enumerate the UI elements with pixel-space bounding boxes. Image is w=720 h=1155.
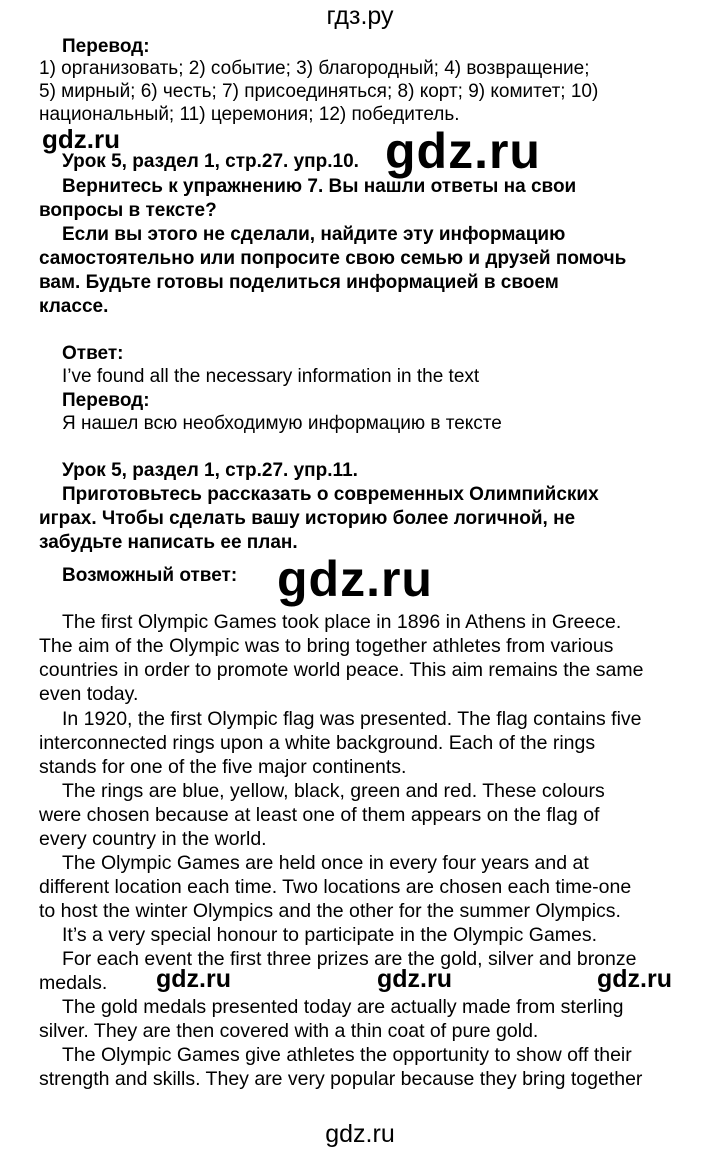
text-line: strength and skills. They are very popular because they bring together: [39, 1068, 643, 1090]
exercise10-answer: I’ve found all the necessary information in the text: [62, 366, 480, 387]
exercise10-task-line: классе.: [39, 296, 109, 317]
text-line: interconnected rings upon a white background. Each of the rings: [39, 732, 596, 754]
exercise10-translation: Я нашел всю необходимую информацию в тексте: [62, 413, 502, 434]
exercise10-answer-label: Ответ:: [62, 343, 124, 364]
text-line: The Olympic Games are held once in every four years and at: [62, 852, 589, 874]
exercise10-task-line: вопросы в тексте?: [39, 200, 217, 221]
text-line: stands for one of the five major continents.: [39, 756, 407, 778]
watermark-small: gdz.ru: [42, 124, 120, 154]
watermark-small: gdz.ru: [156, 965, 231, 993]
translation-line-1: 1) организовать; 2) событие; 3) благородный; 4) возвращение;: [39, 58, 590, 79]
text-line: It’s a very special honour to participate in the Olympic Games.: [62, 924, 598, 946]
watermark-small: gdz.ru: [597, 965, 672, 993]
text-line: silver. They are then covered with a thin coat of pure gold.: [39, 1020, 539, 1042]
text-line: The aim of the Olympic was to bring together athletes from various: [39, 635, 614, 657]
exercise11-task-line: Приготовьтесь рассказать о современных Олимпийских: [62, 484, 599, 505]
translation-line-2: 5) мирный; 6) честь; 7) присоединяться; 8) корт; 9) комитет; 10): [39, 81, 599, 102]
text-line: every country in the world.: [39, 828, 267, 850]
site-header: гдз.ру: [326, 2, 394, 30]
site-footer: gdz.ru: [325, 1120, 395, 1148]
text-line: even today.: [39, 683, 139, 705]
text-line: The Olympic Games give athletes the opportunity to show off their: [62, 1044, 632, 1066]
watermark-big: gdz.ru: [277, 551, 433, 607]
text-line: For each event the first three prizes are the gold, silver and bronze: [62, 948, 637, 970]
text-line: In 1920, the first Olympic flag was presented. The flag contains five: [62, 708, 642, 730]
exercise10-task-line: вам. Будьте готовы поделиться информацией в своем: [39, 272, 559, 293]
watermark-big: gdz.ru: [385, 123, 541, 179]
text-line: countries in order to promote world peace. This aim remains the same: [39, 659, 644, 681]
text-line: to host the winter Olympics and the other for the summer Olympics.: [39, 900, 621, 922]
exercise10-task-line: самостоятельно или попросите свою семью и друзей помочь: [39, 248, 627, 269]
exercise10-task-line: Если вы этого не сделали, найдите эту информацию: [62, 224, 566, 245]
text-line: were chosen because at least one of them appears on the flag of: [39, 804, 600, 826]
exercise11-task-line: забудьте написать ее план.: [39, 532, 298, 553]
translation-line-3: национальный; 11) церемония; 12) победитель.: [39, 104, 460, 125]
exercise10-title: Урок 5, раздел 1, стр.27. упр.10.: [62, 151, 359, 172]
exercise10-task-line: Вернитесь к упражнению 7. Вы нашли ответы на свои: [62, 176, 577, 197]
exercise10-translation-label: Перевод:: [62, 390, 150, 411]
exercise11-answer-label: Возможный ответ:: [62, 565, 238, 586]
text-line: different location each time. Two locations are chosen each time-one: [39, 876, 632, 898]
text-line: medals.: [39, 972, 108, 994]
translation-label: Перевод:: [62, 36, 150, 57]
exercise11-title: Урок 5, раздел 1, стр.27. упр.11.: [62, 460, 358, 481]
text-line: The first Olympic Games took place in 1896 in Athens in Greece.: [62, 611, 622, 633]
text-line: The gold medals presented today are actually made from sterling: [62, 996, 624, 1018]
exercise11-task-line: играх. Чтобы сделать вашу историю более логичной, не: [39, 508, 576, 529]
watermark-small: gdz.ru: [377, 965, 452, 993]
text-line: The rings are blue, yellow, black, green and red. These colours: [62, 780, 605, 802]
